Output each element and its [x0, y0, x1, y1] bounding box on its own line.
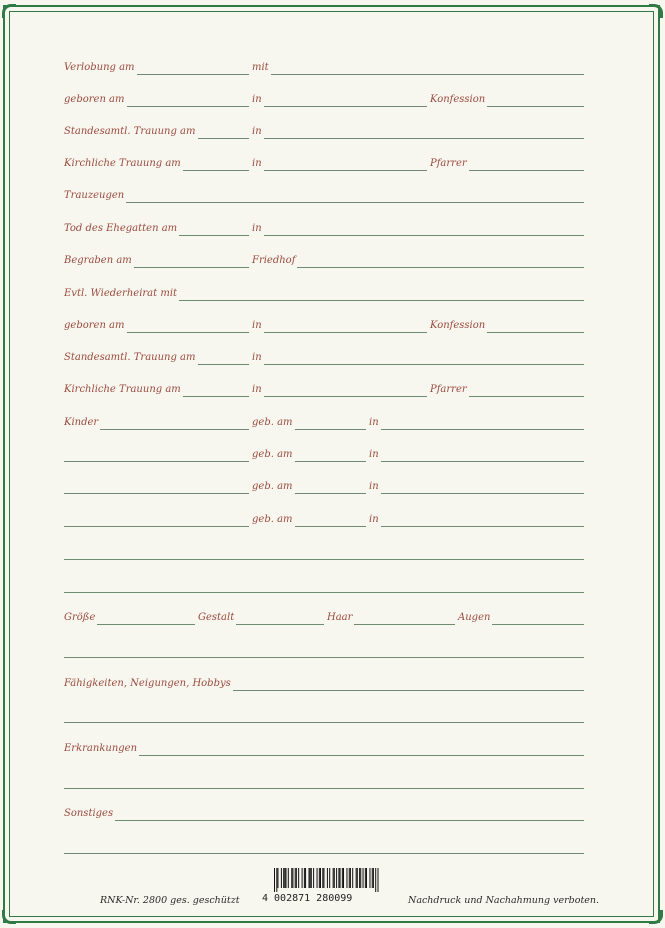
barcode-bar — [336, 868, 337, 888]
fill-in-line[interactable] — [198, 138, 250, 139]
barcode-bar — [369, 868, 370, 888]
fill-in-line[interactable] — [271, 74, 584, 75]
field-label: in — [369, 481, 379, 492]
barcode-bar — [343, 868, 344, 888]
barcode-bar — [284, 868, 285, 888]
fill-in-line[interactable] — [264, 170, 427, 171]
fill-in-line[interactable] — [233, 690, 584, 691]
field-label: geb. am — [252, 514, 293, 525]
field-label: Friedhof — [252, 255, 296, 266]
fill-in-line[interactable] — [295, 429, 366, 430]
barcode-bar — [292, 868, 293, 888]
barcode-bar — [350, 868, 351, 888]
barcode-bar — [363, 868, 364, 888]
fill-in-line[interactable] — [264, 364, 584, 365]
barcode-bar — [375, 868, 376, 892]
field-label: Konfession — [430, 94, 486, 105]
field-label: in — [252, 126, 262, 137]
corner-ornament — [649, 4, 663, 18]
fill-in-line[interactable] — [179, 300, 584, 301]
fill-in-line[interactable] — [381, 493, 584, 494]
barcode-bar — [298, 868, 299, 888]
fill-in-line[interactable] — [64, 493, 249, 494]
barcode-bar — [311, 868, 312, 888]
field-label: Verlobung am — [64, 62, 135, 73]
field-label: in — [252, 94, 262, 105]
barcode-bar — [372, 868, 373, 888]
barcode-bar — [360, 868, 361, 888]
fill-in-line[interactable] — [487, 332, 584, 333]
field-label: Pfarrer — [430, 158, 467, 169]
fill-in-line[interactable] — [115, 820, 584, 821]
field-label: Standesamtl. Trauung am — [64, 352, 196, 363]
fill-in-line[interactable] — [179, 235, 249, 236]
field-label: Kinder — [64, 417, 99, 428]
field-label: in — [369, 449, 379, 460]
field-label: mit — [252, 62, 269, 73]
barcode-bar — [327, 868, 328, 888]
barcode-bar — [366, 868, 367, 888]
field-label: geboren am — [64, 320, 125, 331]
fill-in-line[interactable] — [97, 624, 195, 625]
barcode-bar — [338, 868, 339, 888]
field-label: Gestalt — [198, 612, 235, 623]
fill-in-line[interactable] — [139, 755, 584, 756]
barcode-bar — [277, 868, 278, 888]
barcode-bar — [309, 868, 310, 888]
fill-in-line[interactable] — [127, 332, 249, 333]
fill-in-line[interactable] — [297, 267, 584, 268]
field-label: in — [252, 158, 262, 169]
fill-in-line[interactable] — [137, 74, 249, 75]
barcode-bar — [295, 868, 296, 888]
fill-in-line[interactable] — [183, 170, 249, 171]
blank-line[interactable] — [64, 722, 584, 723]
fill-in-line[interactable] — [236, 624, 324, 625]
fill-in-line[interactable] — [354, 624, 455, 625]
blank-line[interactable] — [64, 657, 584, 658]
field-label: Größe — [64, 612, 96, 623]
field-label: in — [369, 514, 379, 525]
field-label: in — [252, 384, 262, 395]
barcode-number: 4 002871 280099 — [262, 893, 353, 904]
barcode-bar — [334, 868, 335, 888]
barcode-bar — [288, 868, 289, 888]
blank-line[interactable] — [64, 788, 584, 789]
field-label: in — [369, 417, 379, 428]
barcode-bar — [346, 868, 347, 888]
field-label: geb. am — [252, 417, 293, 428]
fill-in-line[interactable] — [381, 461, 584, 462]
field-label: Trauzeugen — [64, 190, 125, 201]
footer-right-text: Nachdruck und Nachahmung verboten. — [408, 895, 600, 906]
field-label: Kirchliche Trauung am — [64, 158, 181, 169]
barcode-bar — [356, 868, 357, 888]
corner-ornament — [649, 910, 663, 924]
barcode-bar — [357, 868, 358, 888]
field-label: in — [252, 352, 262, 363]
barcode-bar — [296, 868, 297, 888]
field-label: Standesamtl. Trauung am — [64, 126, 196, 137]
field-label: Tod des Ehegatten am — [64, 223, 178, 234]
field-label: in — [252, 320, 262, 331]
fill-in-line[interactable] — [126, 202, 584, 203]
blank-line[interactable] — [64, 592, 584, 593]
barcode-bar — [352, 868, 353, 888]
fill-in-line[interactable] — [264, 106, 427, 107]
barcode-bar — [310, 868, 311, 888]
fill-in-line[interactable] — [469, 170, 584, 171]
fill-in-line[interactable] — [295, 526, 366, 527]
fill-in-line[interactable] — [134, 267, 249, 268]
blank-line[interactable] — [64, 559, 584, 560]
barcode-bar — [281, 868, 282, 888]
barcode-bar — [378, 868, 379, 892]
fill-in-line[interactable] — [64, 526, 249, 527]
barcode-bar — [340, 868, 341, 888]
field-label: Pfarrer — [430, 384, 467, 395]
barcode-bar — [317, 868, 318, 888]
fill-in-line[interactable] — [100, 429, 249, 430]
field-label: Evtl. Wiederheirat mit — [64, 288, 178, 299]
barcode-bar — [291, 868, 292, 888]
field-label: Erkrankungen — [64, 743, 138, 754]
field-label: Sonstiges — [64, 808, 114, 819]
fill-in-line[interactable] — [469, 396, 584, 397]
barcode-bar — [286, 868, 287, 888]
field-label: Fähigkeiten, Neigungen, Hobbys — [64, 678, 231, 689]
fill-in-line[interactable] — [381, 526, 584, 527]
fill-in-line[interactable] — [264, 235, 584, 236]
blank-line[interactable] — [64, 853, 584, 854]
barcode-bar — [302, 868, 303, 888]
fill-in-line[interactable] — [183, 396, 249, 397]
barcode-bar — [333, 868, 334, 888]
field-label: geb. am — [252, 481, 293, 492]
field-label: geboren am — [64, 94, 125, 105]
barcode-bar — [322, 868, 323, 888]
inner-border — [9, 11, 654, 917]
barcode-bar — [342, 868, 343, 888]
fill-in-line[interactable] — [492, 624, 584, 625]
corner-ornament — [2, 4, 16, 18]
barcode-bar — [320, 868, 321, 888]
barcode-bar — [359, 868, 360, 888]
barcode-bar — [313, 868, 314, 888]
field-label: Haar — [327, 612, 353, 623]
field-label: Augen — [458, 612, 491, 623]
fill-in-line[interactable] — [64, 461, 249, 462]
barcode-bar — [319, 868, 320, 888]
fill-in-line[interactable] — [487, 106, 584, 107]
field-label: Kirchliche Trauung am — [64, 384, 181, 395]
barcode-bar — [276, 868, 277, 892]
barcode-bar — [304, 868, 305, 888]
fill-in-line[interactable] — [264, 332, 427, 333]
barcode-bar — [274, 868, 275, 892]
barcode-bar — [283, 868, 284, 888]
fill-in-line[interactable] — [381, 429, 584, 430]
barcode-bar — [373, 868, 374, 888]
footer-left-text: RNK-Nr. 2800 ges. geschützt — [100, 895, 240, 906]
fill-in-line[interactable] — [264, 138, 584, 139]
barcode-bar — [305, 868, 306, 888]
field-label: Konfession — [430, 320, 486, 331]
fill-in-line[interactable] — [295, 493, 366, 494]
barcode-bar — [323, 868, 324, 888]
field-label: Begraben am — [64, 255, 132, 266]
barcode-icon — [272, 868, 382, 892]
field-label: geb. am — [252, 449, 293, 460]
field-label: in — [252, 223, 262, 234]
fill-in-line[interactable] — [127, 106, 249, 107]
barcode-bar — [365, 868, 366, 888]
fill-in-line[interactable] — [198, 364, 250, 365]
barcode-bar — [349, 868, 350, 888]
fill-in-line[interactable] — [295, 461, 366, 462]
fill-in-line[interactable] — [264, 396, 427, 397]
barcode-bar — [329, 868, 330, 888]
